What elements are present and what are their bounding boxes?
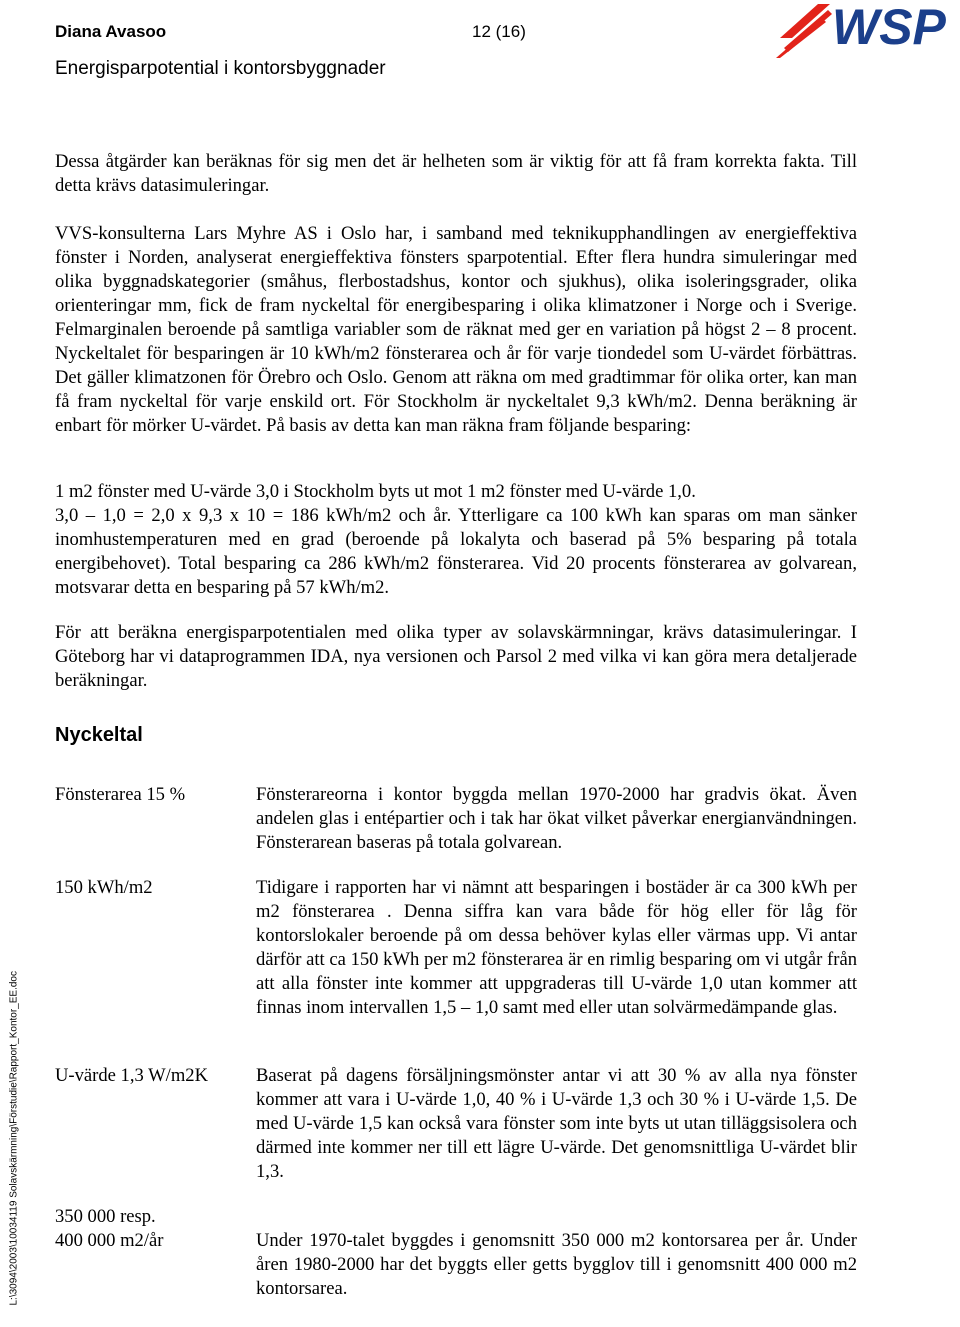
- header-page-number: 12 (16): [472, 22, 526, 41]
- paragraph-vvs-konsulterna: VVS-konsulterna Lars Myhre AS i Oslo har, i samband med teknikupphandlingen av energieffektiva fönster i Norden, analyserat energieffektiva fönsters sparpotential. Efter flera hundra simuleringar med olika byggnadskategorier (småhus, flerbostadshus, kontor och sjukhus), olika isoleringsgrader, olika orienteringar mm, fick de fram nyckeltal för energibesparing i olika klimatzoner i Norge och i Sverige. Felmarginalen beroende på samtliga variabler som de räknat med ger en variation på högst 2 – 8 procent. Nyckeltalet för besparingen är 10 kWh/m2 fönsterarea och år för varje tiondedel som U-värdet förbättras. Det gäller klimatzonen för Örebro och Oslo. Genom att räkna om med gradtimmar för olika orter, kan man få fram nyckeltal för varje enskild ort. För Stockholm är nyckeltalet 9,3 kWh/m2. Denna beräkning är enbart för mörker U-värdet. På basis av detta kan man räkna fram följande besparing:: [55, 223, 857, 436]
- key-figure-label-line: 350 000 resp.: [55, 1206, 156, 1227]
- section-heading: Nyckeltal: [55, 724, 143, 746]
- wsp-logo-text: WSP: [832, 0, 946, 55]
- key-figure-description: Baserat på dagens försäljningsmönster antar vi att 30 % av alla nya fönster kommer att vara i U-värde 1,0, 40 % i U-värde 1,3 och 30 % i U-värde 1,5. De med U-värde 1,5 kan också vara fönster som inte byts ut utan tilläggsisolera och därmed inte kommer ner till ett lägre U-värde. Det genomsnittliga U-värdet blir 1,3.: [256, 1065, 857, 1182]
- key-figure-description: Under 1970-talet byggdes i genomsnitt 350 000 m2 kontorsarea per år. Under åren 1980-2000 har det byggts eller getts bygglov till i genomsnitt 400 000 m2 kontorsarea.: [256, 1230, 857, 1299]
- wsp-logo: [772, 0, 960, 60]
- header-author: Diana Avasoo: [55, 22, 167, 41]
- key-figure-label: U-värde 1,3 W/m2K: [55, 1065, 209, 1086]
- key-figure-description: Fönsterareorna i kontor byggda mellan 1970-2000 har gradvis ökat. Även andelen glas i entépartier och i tak har ökat vilket påverkar energianvändningen. Fönsterarean baseras på totala golvarean.: [256, 784, 857, 853]
- paragraph-intro: Dessa åtgärder kan beräknas för sig men det är helheten som är viktig för att få fram korrekta fakta. Till detta krävs datasimuleringar.: [55, 151, 857, 196]
- paragraph-calculation: [55, 480, 857, 600]
- key-figure-label: Fönsterarea 15 %: [55, 784, 186, 805]
- key-figure-label-line: 400 000 m2/år: [55, 1230, 164, 1251]
- calculation-line-1: 1 m2 fönster med U-värde 3,0 i Stockholm byts ut mot 1 m2 fönster med U-värde 1,0.: [55, 481, 696, 502]
- header-document-title: Energisparpotential i kontorsbyggnader: [55, 58, 386, 79]
- key-figure-description: Tidigare i rapporten har vi nämnt att besparingen i bostäder är ca 300 kWh per m2 fönsterarea . Denna siffra kan vara både för hög eller för låg för kontorslokaler beroende på om dessa behöver kylas eller värmas upp. Vi antar därför att ca 150 kWh per m2 fönsterarea är en rimlig besparing om vi utgår från att alla fönster inte kommer att uppgraderas till U-värde 1,0 utan kommer att finnas inom intervallen 1,5 – 1,0 samt med eller utan solvärmedämpande glas.: [256, 877, 857, 1018]
- paragraph-datasimulering: För att beräkna energisparpotentialen med olika typer av solavskärmningar, krävs datasimuleringar. I Göteborg har vi dataprogrammen IDA, nya versionen och Parsol 2 med vilka vi kan göra mera detaljerade beräkningar.: [55, 622, 857, 691]
- calculation-rest: 3,0 – 1,0 = 2,0 x 9,3 x 10 = 186 kWh/m2 och år. Ytterligare ca 100 kWh kan sparas om man sänker inomhustemperaturen med en grad (beroende på lokalyta och baserad på 5% besparing på totala energibehovet). Total besparing ca 286 kWh/m2 fönsterarea. Vid 20 procents fönsterarea av golvarean, motsvarar detta en besparing på 57 kWh/m2.: [55, 505, 857, 598]
- key-figure-label: 150 kWh/m2: [55, 877, 153, 898]
- key-figure-label: [55, 1205, 245, 1253]
- file-path: L:\3094\2003\10034119 Solavskärmning\Förstudie\Rapport_Kontor_EE.doc: [8, 971, 20, 1306]
